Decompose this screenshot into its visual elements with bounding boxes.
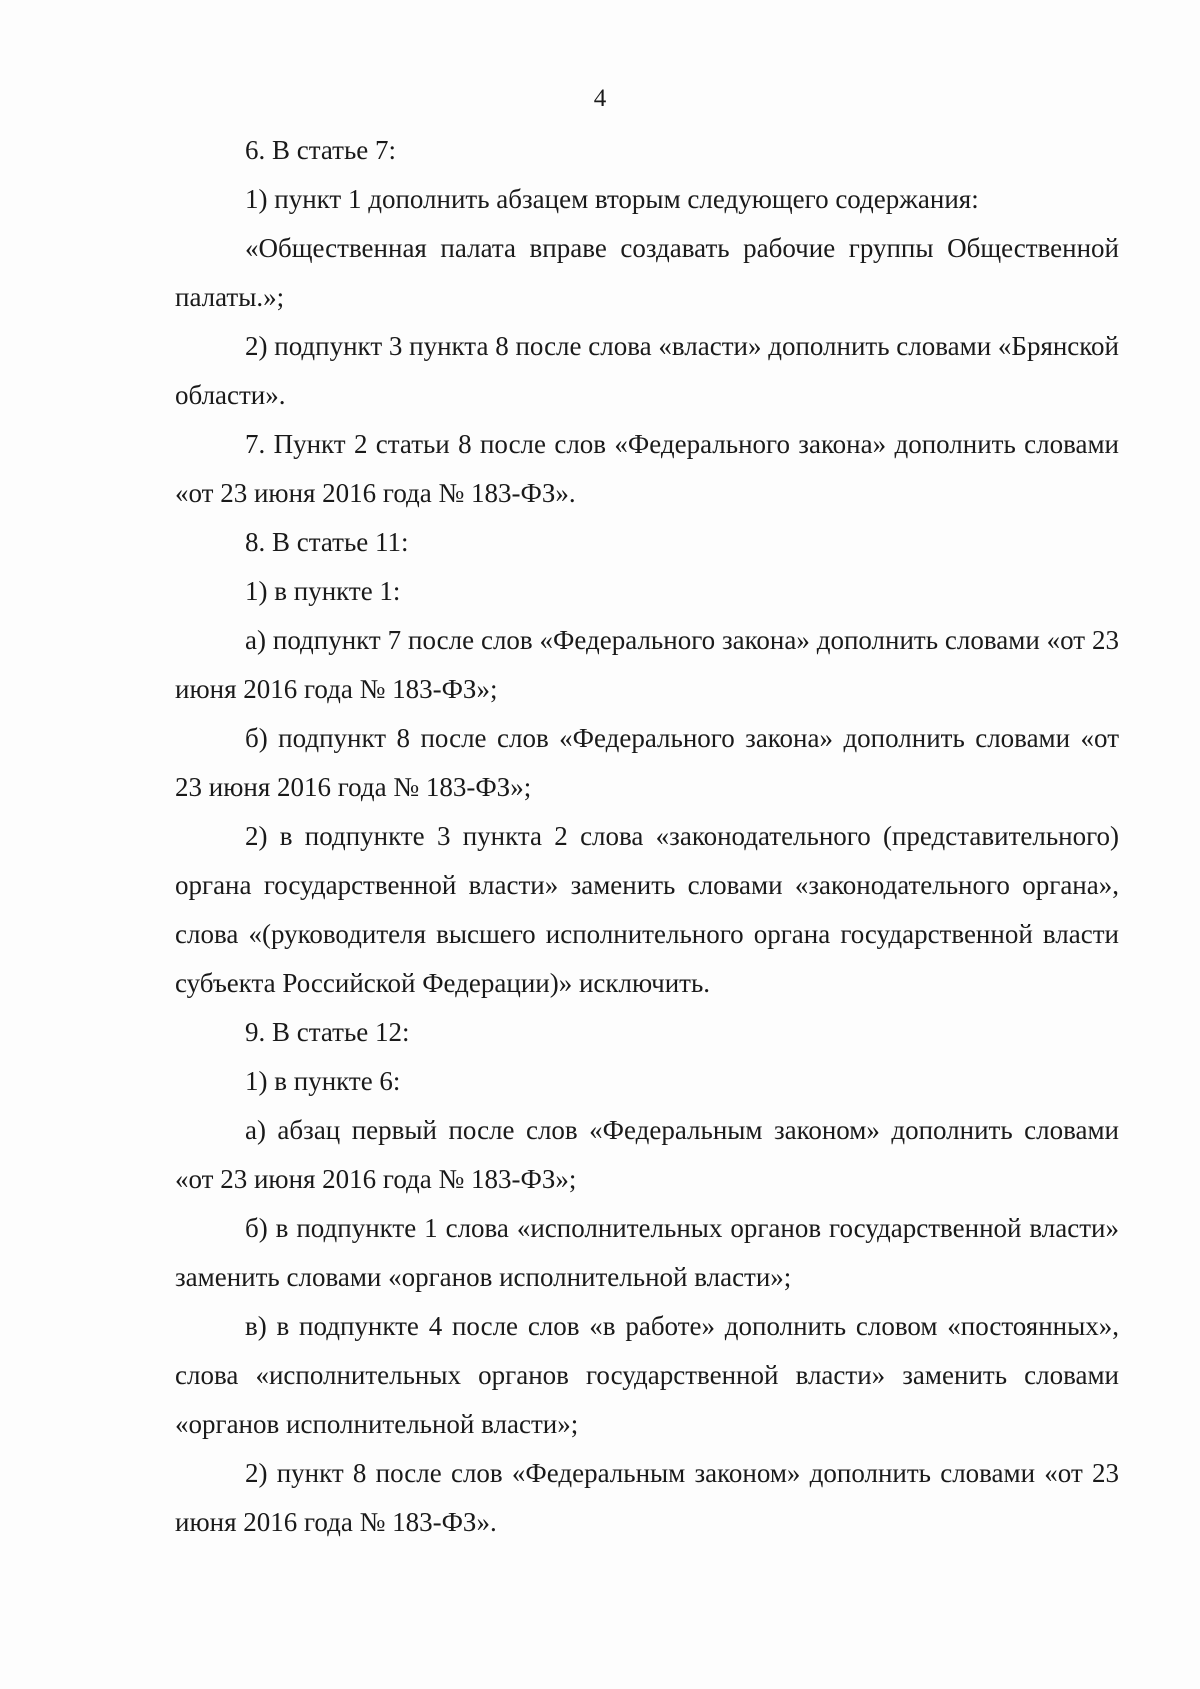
paragraph-article-7-quote: «Общественная палата вправе создавать рабочие группы Общественной палаты.»; xyxy=(175,233,1119,312)
paragraph-article-7: 6. В статье 7: xyxy=(245,135,397,165)
paragraph-article-12-item-1v: в) в подпункте 4 после слов «в работе» дополнить словом «постоянных», слова «исполнительных органов государственной власти» заменить словами «органов исполнительной власти»; xyxy=(175,1311,1119,1439)
paragraph-article-12-item-1b: б) в подпункте 1 слова «исполнительных органов государственной власти» заменить словами «органов исполнительной власти»; xyxy=(175,1213,1119,1292)
document-body xyxy=(175,126,1119,1547)
paragraph-article-7-item-2: 2) подпункт 3 пункта 8 после слова «власти» дополнить словами «Брянской области». xyxy=(175,331,1119,410)
paragraph-article-12-item-1: 1) в пункте 6: xyxy=(245,1066,401,1096)
paragraph-article-11: 8. В статье 11: xyxy=(245,527,409,557)
paragraph-article-12-item-1a: а) абзац первый после слов «Федеральным законом» дополнить словами «от 23 июня 2016 года № 183-ФЗ»; xyxy=(175,1115,1119,1194)
paragraph-article-11-item-1b: б) подпункт 8 после слов «Федерального закона» дополнить словами «от 23 июня 2016 года № 183-ФЗ»; xyxy=(175,723,1119,802)
paragraph-article-8: 7. Пункт 2 статьи 8 после слов «Федерального закона» дополнить словами «от 23 июня 2016 года № 183-ФЗ». xyxy=(175,429,1119,508)
page-number: 4 xyxy=(593,85,607,112)
paragraph-article-11-item-1a: а) подпункт 7 после слов «Федерального закона» дополнить словами «от 23 июня 2016 года № 183-ФЗ»; xyxy=(175,625,1119,704)
paragraph-article-7-item-1: 1) пункт 1 дополнить абзацем вторым следующего содержания: xyxy=(245,184,979,214)
paragraph-article-11-item-2: 2) в подпункте 3 пункта 2 слова «законодательного (представительного) органа государственной власти» заменить словами «законодательного органа», слова «(руководителя высшего исполнительного органа государственной власти субъекта Российской Федерации)» исключить. xyxy=(175,821,1119,998)
paragraph-article-11-item-1: 1) в пункте 1: xyxy=(245,576,401,606)
paragraph-article-12: 9. В статье 12: xyxy=(245,1017,410,1047)
paragraph-article-12-item-2: 2) пункт 8 после слов «Федеральным законом» дополнить словами «от 23 июня 2016 года № 183-ФЗ». xyxy=(175,1458,1119,1537)
